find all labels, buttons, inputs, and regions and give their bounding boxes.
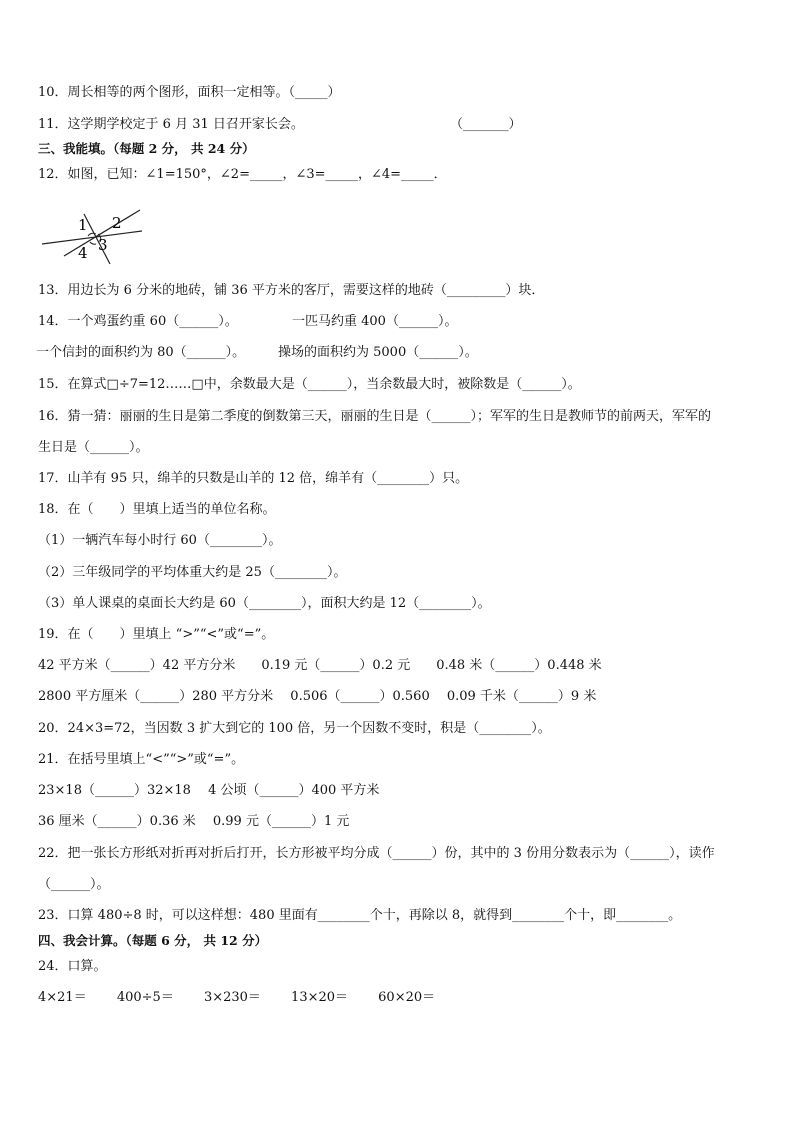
question-10: 10．周长相等的两个图形，面积一定相等。（_____） — [38, 85, 341, 100]
label-1: 1 — [78, 216, 88, 234]
question-21: 21．在括号里填上“<”“>”或“=”。 — [38, 752, 245, 767]
question-15: 15．在算式□÷7=12……□中，余数最大是（______），当余数最大时，被除数是（______）。 — [38, 377, 581, 392]
question-16-cont: 生日是（______）。 — [38, 440, 149, 455]
question-21-row1: 23×18（______）32×18 4 公顷（______）400 平方米 — [38, 783, 380, 798]
question-21-row2: 36 厘米（______）0.36 米 0.99 元（______）1 元 — [38, 814, 350, 829]
question-24: 24．口算。 — [38, 959, 107, 974]
question-24-row: 4×21＝ 400÷5＝ 3×230＝ 13×20＝ 60×20＝ — [38, 990, 436, 1005]
question-19-row2: 2800 平方厘米（______）280 平方分米 0.506（______）0.560 0.09 千米（______）9 米 — [38, 689, 597, 704]
question-12: 12．如图，已知：∠1=150°，∠2=_____，∠3=_____，∠4=_____． — [38, 167, 447, 182]
section-4-heading: 四、我会计算。（每题 6 分， 共 12 分） — [38, 933, 268, 948]
question-14c: 一个信封的面积约为 80（______）。 — [36, 345, 246, 360]
label-4: 4 — [78, 244, 88, 262]
question-13: 13．用边长为 6 分米的地砖，铺 36 平方米的客厅，需要这样的地砖（_________）块． — [38, 283, 545, 298]
question-18: 18．在（ ）里填上适当的单位名称。 — [38, 502, 276, 517]
question-11-blank: （_______） — [450, 117, 522, 132]
question-18-1: （1）一辆汽车每小时行 60（________）。 — [38, 533, 282, 548]
angle-figure — [40, 206, 150, 266]
question-18-3: （3）单人课桌的桌面长大约是 60（________），面积大约是 12（________）。 — [38, 596, 491, 611]
question-11: 11．这学期学校定于 6 月 31 日召开家长会。 — [38, 117, 304, 132]
question-17: 17．山羊有 95 只，绵羊的只数是山羊的 12 倍，绵羊有（________）只。 — [38, 471, 469, 486]
question-22-cont: （______）。 — [38, 877, 110, 892]
label-2: 2 — [112, 214, 122, 232]
question-16: 16．猜一猜：丽丽的生日是第二季度的倒数第三天，丽丽的生日是（______）；军军的生日是教师节的前两天，军军的 — [38, 409, 712, 424]
question-14a: 14．一个鸡蛋约重 60（______）。 — [38, 314, 238, 329]
question-19-row1: 42 平方米（______）42 平方分米 0.19 元（______）0.2 元 0.48 米（______）0.448 米 — [38, 658, 602, 673]
section-3-heading: 三、我能填。（每题 2 分， 共 24 分） — [38, 141, 255, 156]
question-19: 19．在（ ）里填上 “>”“<”或“=”。 — [38, 627, 275, 642]
question-22: 22．把一张长方形纸对折再对折后打开，长方形被平均分成（______）份，其中的 3 份用分数表示为（______），读作 — [38, 846, 715, 861]
label-3: 3 — [98, 236, 108, 254]
question-14d: 操场的面积约为 5000（______）。 — [278, 345, 478, 360]
question-14b: 一匹马约重 400（______）。 — [292, 314, 458, 329]
question-18-2: （2）三年级同学的平均体重大约是 25（________）。 — [38, 565, 347, 580]
question-20: 20．24×3=72，当因数 3 扩大到它的 100 倍，另一个因数不变时，积是（________）。 — [38, 721, 551, 736]
question-23: 23．口算 480÷8 时，可以这样想：480 里面有________个十，再除以 8，就得到________个十，即________。 — [38, 908, 682, 923]
